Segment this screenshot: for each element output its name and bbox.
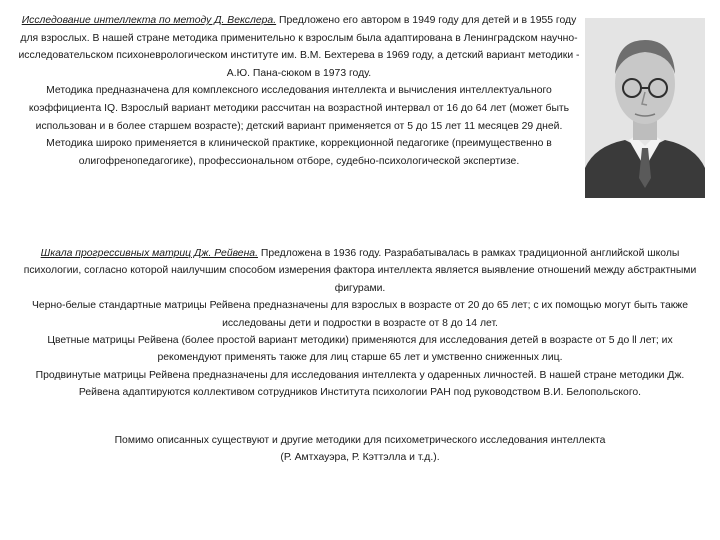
raven-section: [20, 245, 700, 402]
wechsler-section: [18, 12, 580, 170]
raven-paragraph-3: Цветные матрицы Рейвена (более простой вариант методики) применяются для исследования детей в возрасте от 5 до ll лет; их рекомендуют применять также для лиц старше 65 лет и умственно сниженных лиц.: [47, 335, 673, 364]
footer-line-2: (Р. Амтхауэра, Р. Кэттэлла и т.д.).: [280, 452, 440, 464]
raven-title: Шкала прогрессивных матриц Дж. Рейвена.: [40, 248, 258, 259]
footer-note: [20, 432, 700, 467]
portrait-icon: [585, 18, 705, 198]
footer-line-1: Помимо описанных существуют и другие методики для психометрического исследования интеллекта: [114, 435, 606, 446]
wechsler-title: Исследование интеллекта по методу Д. Векслера.: [21, 15, 277, 26]
wechsler-intro-paragraph: [18, 12, 580, 82]
raven-intro-paragraph: [20, 245, 700, 297]
raven-paragraph-4: Продвинутые матрицы Рейвена предназначены для исследования интеллекта у одаренных личностей. В нашей стране методики Дж. Рейвена адаптируются коллективом сотрудников Института психологии РАН под руководством В.И. Белопольского.: [35, 369, 685, 399]
raven-intro: Предложена в 1936 году. Разрабатывалась в рамках традиционной английской школы психологии, согласно которой наилучшим способом измерения фактора интеллекта является выявление отношений между абстрактными фигурами.: [23, 248, 697, 294]
raven-paragraph-2: Черно-белые стандартные матрицы Рейвена предназначены для взрослых в возрасте от 20 до 65 лет; с их помощью могут быть также исследованы дети и подростки в возрасте от 8 до 14 лет.: [31, 300, 689, 329]
wechsler-intro: Предложено его автором в 1949 году для детей и в 1955 году для взрослых. В нашей стране методика применительно к взрослым была адаптирована в Ленинградском научно-исследовательском психоневрологическом институте им. В.М. Бехтерева в 1969 году, а детский вариант методики - А.Ю. Пана-сюком в 1973 году.: [18, 15, 580, 79]
wechsler-body: Методика предназначена для комплексного исследования интеллекта и вычисления интеллектуального коэффициента IQ. Взрослый вариант методики рассчитан на возрастной интервал от 16 до 64 лет (может быть использован и в более старшем возрасте); детский вариант применяется от 5 до 15 лет 11 месяцев 29 дней. Методика широко применяется в клинической практике, коррекционной педагогике (преимущественно в олигофренопедагогике), профессиональном отборе, судебно-психологической экспертизе.: [28, 85, 570, 167]
portrait-photo: [585, 18, 705, 198]
